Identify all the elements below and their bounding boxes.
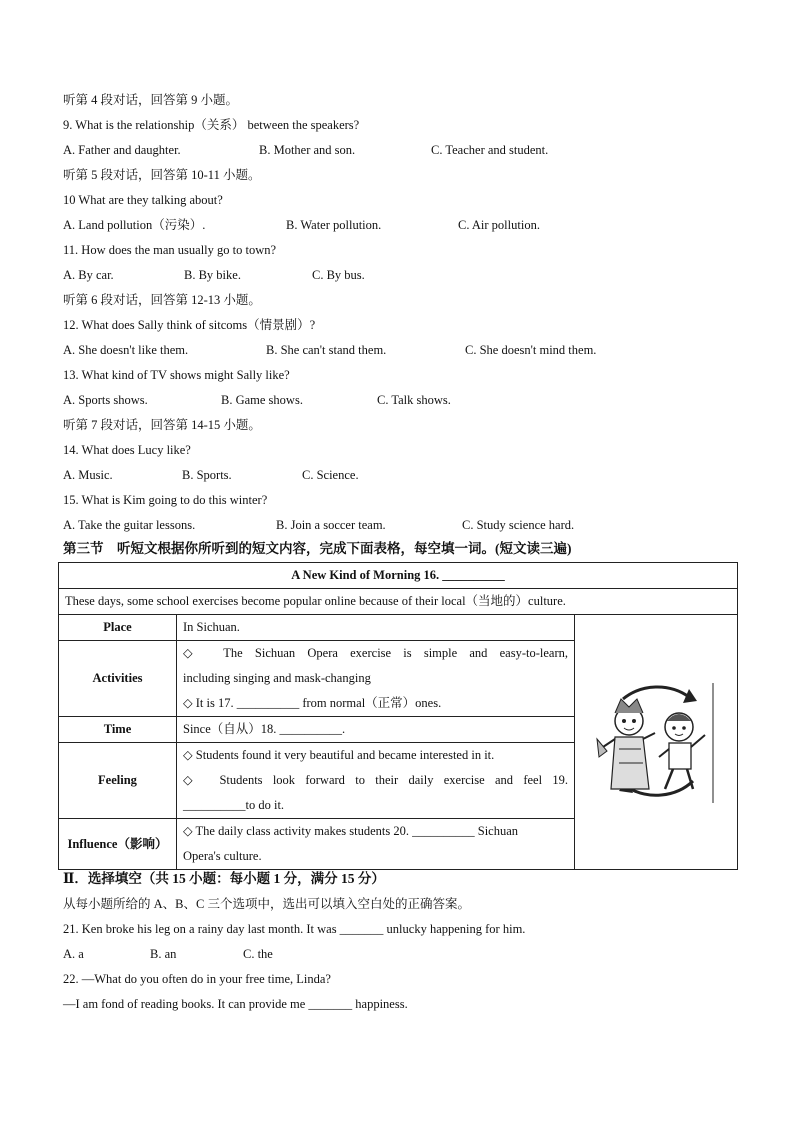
- q12-option-a: A. She doesn't like them.: [63, 343, 189, 357]
- q12-option-c: C. She doesn't mind them.: [465, 343, 597, 357]
- q15-option-c: C. Study science hard.: [462, 518, 575, 532]
- place-value: In Sichuan.: [177, 615, 575, 641]
- question-11: 11. How does the man usually go to town?: [63, 243, 277, 257]
- q10-option-a: A. Land pollution（污染）.: [63, 218, 206, 232]
- time-label: Time: [59, 717, 177, 743]
- q11-option-a: A. By car.: [63, 268, 114, 282]
- question-21: 21. Ken broke his leg on a rainy day last month. It was _______ unlucky happening for him.: [63, 922, 526, 936]
- influence-value: [177, 819, 575, 870]
- illustration-cell: [575, 615, 738, 870]
- table-intro: These days, some school exercises become popular online because of their local（当地的）culture.: [59, 589, 738, 615]
- question-12: 12. What does Sally think of sitcoms（情景剧）?: [63, 318, 316, 332]
- time-value: Since（自从）18. __________.: [177, 717, 575, 743]
- q13-option-b: B. Game shows.: [221, 393, 303, 407]
- opera-performer-icon: [597, 699, 655, 789]
- q10-option-c: C. Air pollution.: [458, 218, 540, 232]
- activities-line-1a: ◇ The Sichuan Opera exercise is simple and easy-to-learn,: [183, 646, 568, 660]
- q14-option-b: B. Sports.: [182, 468, 232, 482]
- q14-option-c: C. Science.: [302, 468, 359, 482]
- q9-option-b: B. Mother and son.: [259, 143, 356, 157]
- q14-option-a: A. Music.: [63, 468, 113, 482]
- table-title: A New Kind of Morning 16. __________: [59, 563, 738, 589]
- q9-option-c: C. Teacher and student.: [431, 143, 549, 157]
- feeling-line-1: ◇ Students found it very beautiful and became interested in it.: [183, 748, 495, 762]
- q12-option-b: B. She can't stand them.: [266, 343, 387, 357]
- question-13: 13. What kind of TV shows might Sally like?: [63, 368, 290, 382]
- q10-option-b: B. Water pollution.: [286, 218, 382, 232]
- note-table: [58, 562, 738, 870]
- activities-line-2: ◇ It is 17. __________ from normal（正常）ones.: [183, 696, 442, 710]
- feeling-label: Feeling: [59, 743, 177, 819]
- dialogue-6-instruction: 听第 6 段对话，回答第 12-13 小题。: [63, 293, 261, 307]
- question-15: 15. What is Kim going to do this winter?: [63, 493, 268, 507]
- q9-option-a: A. Father and daughter.: [63, 143, 181, 157]
- dialogue-5-instruction: 听第 5 段对话，回答第 10-11 小题。: [63, 168, 261, 182]
- q13-option-a: A. Sports shows.: [63, 393, 148, 407]
- student-icon: [659, 713, 705, 789]
- activities-value: [177, 641, 575, 717]
- question-9: 9. What is the relationship（关系） between the speakers?: [63, 118, 360, 132]
- section-3-heading: 第三节 听短文根据你所听到的短文内容，完成下面表格，每空填一词。(短文读三遍): [63, 541, 572, 556]
- question-22-line-1: 22. —What do you often do in your free time, Linda?: [63, 972, 331, 986]
- question-22-line-2: —I am fond of reading books. It can provide me _______ happiness.: [63, 997, 408, 1011]
- q11-option-c: C. By bus.: [312, 268, 365, 282]
- feeling-line-2a: ◇ Students look forward to their daily exercise and feel 19.: [183, 773, 568, 787]
- activities-label: Activities: [59, 641, 177, 717]
- influence-line-a: ◇ The daily class activity makes students 20. __________ Sichuan: [183, 824, 519, 838]
- part-2-heading: Ⅱ．选择填空（共 15 小题：每小题 1 分，满分 15 分）: [63, 871, 385, 886]
- activities-line-1b: including singing and mask-changing: [183, 671, 371, 685]
- dialogue-7-instruction: 听第 7 段对话，回答第 14-15 小题。: [63, 418, 261, 432]
- opera-exercise-illustration: [593, 677, 719, 807]
- q13-option-c: C. Talk shows.: [377, 393, 451, 407]
- part-2-instruction: 从每小题所给的 A、B、C 三个选项中，选出可以填入空白处的正确答案。: [63, 897, 470, 911]
- dialogue-4-instruction: 听第 4 段对话，回答第 9 小题。: [63, 93, 239, 107]
- place-label: Place: [59, 615, 177, 641]
- q21-option-c: C. the: [243, 947, 273, 961]
- feeling-value: [177, 743, 575, 819]
- influence-label: Influence（影响）: [59, 819, 177, 870]
- influence-line-b: Opera's culture.: [183, 849, 262, 863]
- q21-option-b: B. an: [150, 947, 177, 961]
- question-14: 14. What does Lucy like?: [63, 443, 191, 457]
- q11-option-b: B. By bike.: [184, 268, 241, 282]
- q21-option-a: A. a: [63, 947, 84, 961]
- q15-option-a: A. Take the guitar lessons.: [63, 518, 196, 532]
- question-10: 10 What are they talking about?: [63, 193, 223, 207]
- q15-option-b: B. Join a soccer team.: [276, 518, 386, 532]
- feeling-line-2b: __________to do it.: [183, 798, 285, 812]
